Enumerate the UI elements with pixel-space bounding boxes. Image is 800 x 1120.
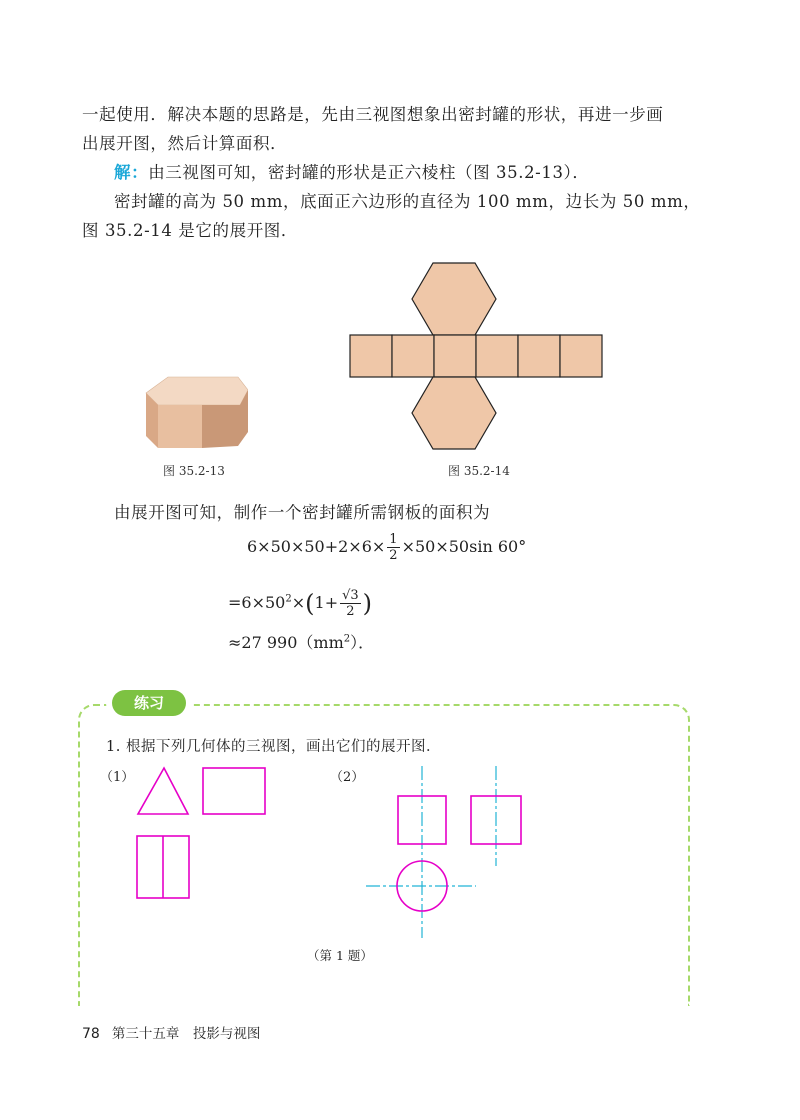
formula-line-2 — [228, 588, 372, 619]
formula-2-one-plus: 1+ — [314, 593, 339, 612]
formula-3-prefix: ≈27 990（mm — [228, 633, 344, 652]
practice-label-2: （2） — [330, 770, 365, 785]
figure-35-2-14-caption: 图 35.2-14 — [448, 464, 510, 478]
net-side-face-4 — [476, 335, 518, 377]
sqrt3-denominator: 2 — [346, 604, 355, 619]
solution-text: 由三视图可知，密封罐的形状是正六棱柱（图 35.2-13）． — [148, 163, 590, 182]
net-side-face-6 — [560, 335, 602, 377]
practice-tag: 练习 — [112, 690, 186, 716]
figure-35-2-13-caption: 图 35.2-13 — [163, 464, 225, 478]
solution-label: 解： — [114, 163, 149, 182]
fraction-one-half — [387, 532, 399, 563]
net-side-face-1 — [350, 335, 392, 377]
prism-net-figure — [345, 258, 607, 454]
three-view-2-figure — [360, 762, 540, 942]
fraction-sqrt3-over-2 — [340, 588, 361, 619]
view-1-triangle — [138, 768, 188, 814]
prism-top-face — [146, 377, 248, 405]
fraction-numerator: 1 — [389, 532, 398, 547]
formula-2-left-paren: ( — [305, 589, 315, 618]
paragraph-3-line-1: 密封罐的高为 50 mm，底面正六边形的直径为 100 mm，边长为 50 mm， — [114, 192, 701, 211]
formula-3-suffix: ）． — [350, 633, 375, 652]
page-number: 78 — [82, 1026, 100, 1042]
formula-2-times: × — [291, 593, 306, 612]
formula-2-right-paren: ) — [362, 589, 373, 618]
practice-question-1: 1. 根据下列几何体的三视图，画出它们的展开图． — [106, 739, 441, 755]
paragraph-3-line-2: 图 35.2-14 是它的展开图． — [82, 221, 298, 240]
net-side-face-5 — [518, 335, 560, 377]
fraction-denominator: 2 — [389, 548, 398, 563]
net-side-face-3 — [434, 335, 476, 377]
net-bottom-hexagon — [412, 377, 496, 449]
page-footer — [82, 1022, 260, 1042]
chapter-title: 第三十五章 投影与视图 — [111, 1026, 261, 1042]
formula-2-exponent: 2 — [285, 593, 292, 605]
view-1-rectangle-side — [203, 768, 265, 814]
formula-line-1 — [247, 532, 526, 563]
formula-2-prefix: =6×50 — [228, 593, 286, 612]
practice-label-1: （1） — [100, 770, 135, 785]
formula-3-exponent: 2 — [343, 633, 351, 645]
paragraph-1-line-2: 出展开图，然后计算面积． — [82, 134, 288, 153]
prism-front-face — [158, 405, 202, 448]
net-top-hexagon — [412, 263, 496, 335]
hexagonal-prism-figure — [138, 370, 248, 455]
paragraph-4: 由展开图可知，制作一个密封罐所需钢板的面积为 — [114, 503, 491, 522]
solution-paragraph — [114, 158, 724, 187]
sqrt3-numerator: √3 — [342, 588, 359, 603]
formula-1-suffix: ×50×50sin 60° — [401, 537, 527, 556]
formula-1-prefix: 6×50×50+2×6× — [247, 537, 386, 556]
paragraph-1-line-1: 一起使用．解决本题的思路是，先由三视图想象出密封罐的形状，再进一步画 — [82, 105, 664, 124]
three-view-1-figure — [130, 762, 280, 912]
practice-caption: （第 1 题） — [307, 948, 373, 963]
net-side-face-2 — [392, 335, 434, 377]
formula-line-3 — [228, 630, 374, 653]
